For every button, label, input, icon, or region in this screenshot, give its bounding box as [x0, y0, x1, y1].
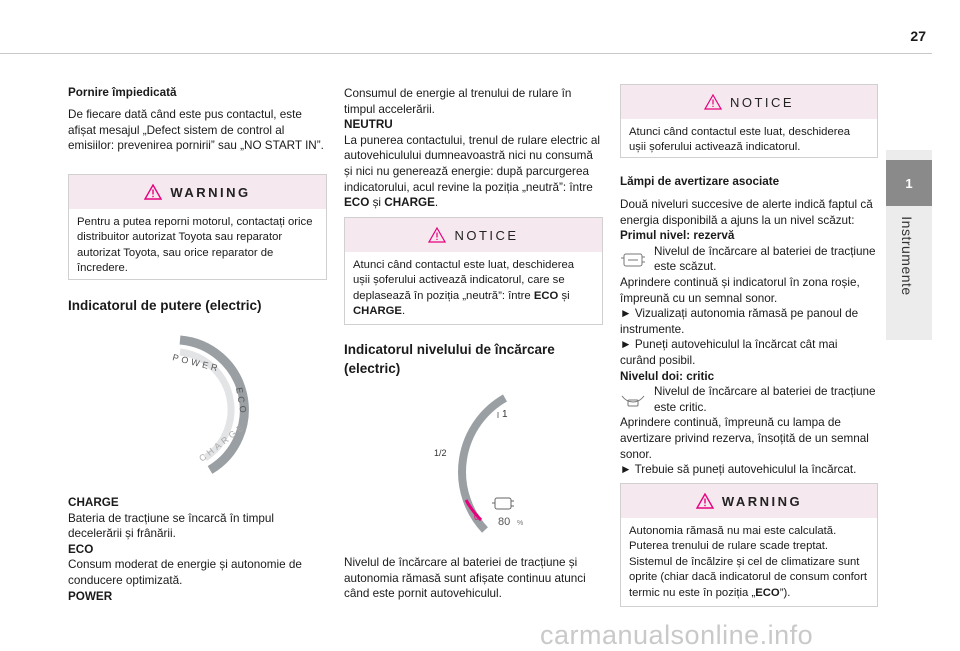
level1-line3: ► Puneți autovehiculul la încărcat cât mai curând posibil.	[620, 338, 838, 367]
warning-right-main: Autonomia rămasă nu mai este calculată. Puterea trenului de rulare scade treptat. Sistemul de încălzire și cel de climatizare sunt oprite (chiar dacă indicatorul de consum confort termic nu este în poziția „	[629, 525, 867, 599]
warning-triangle-icon-right	[696, 493, 714, 509]
level2-icon-row	[620, 384, 876, 415]
neutral-eco: ECO	[344, 196, 370, 210]
charge-gauge-arc	[462, 398, 505, 530]
gauge-empty-label: 0	[474, 512, 480, 522]
neutral-charge: CHARGE	[384, 196, 435, 210]
power-desc: Consumul de energie al trenului de rulare în timpul accelerării.	[344, 87, 572, 116]
warning-title: WARNING	[170, 184, 251, 200]
lamps-intro: Două niveluri succesive de alerte indică faptul că energia disponibilă a ajuns la un nivel scăzut:	[620, 198, 873, 227]
charge-gauge-caption: Nivelul de încărcare al bateriei de tracțiune și autonomia rămasă sunt afișate continuu atunci când este pornit autovehiculul.	[344, 556, 586, 601]
notice-end: .	[401, 305, 406, 318]
level1-icon-text: Nivelul de încărcare al bateriei de tracțiune este scăzut.	[654, 244, 876, 274]
header-rule	[0, 53, 932, 54]
level2-line1: Aprindere continuă, împreună cu lampa de avertizare privind rezerva, însoțită de un semnal sonor.	[620, 416, 869, 461]
notice-right-text: Atunci când contactul este luat, deschiderea ușii șoferului activează indicatorul.	[629, 126, 851, 154]
warning-box-right-header	[621, 484, 877, 518]
warning-text: Pentru a putea reporni motorul, contactați orice distribuitor autorizat Toyota sau reparator autorizat Toyota, sau orice reparator de încredere.	[77, 216, 313, 275]
power-term: POWER	[68, 589, 113, 603]
warning-right-text	[621, 518, 877, 609]
notice-charge: CHARGE	[353, 305, 402, 318]
neutral-term: NEUTRU	[344, 118, 393, 132]
level1-line1: Aprindere continuă și indicatorul în zona roșie, împreună cu un semnal sonor.	[620, 275, 860, 305]
page-number: 27	[910, 28, 926, 44]
warning-box-left	[68, 174, 327, 280]
gauge-full-label: 1	[502, 409, 508, 420]
neutral-and: și	[369, 196, 385, 210]
gauge-legend	[68, 495, 326, 604]
charge-term: CHARGE	[68, 496, 119, 509]
charge-indicator-heading: Indicatorul nivelului de încărcare (electric)	[344, 342, 555, 376]
warning-right-end: ”).	[779, 586, 791, 599]
neutral-desc-text: La punerea contactului, trenul de rulare electric al autovehiculului dumneavoastră nici nu consumă și nici nu generează energie: după parcurgerea indicatorului, acul revine la poziția „neutră”: între	[344, 133, 600, 194]
level1-title: Primul nivel: rezervă	[620, 229, 735, 243]
gauge-label-power: POWER	[171, 352, 222, 374]
battery-plug-icon	[492, 498, 514, 509]
power-gauge-figure	[150, 330, 290, 480]
neutral-desc	[344, 133, 602, 211]
charge-percent-unit: %	[517, 520, 524, 527]
lamps-heading: Lămpi de avertizare asociate	[620, 175, 780, 188]
power-indicator-heading: Indicatorul de putere (electric)	[68, 298, 262, 313]
level2-line2: ► Trebuie să puneți autovehiculul la încărcat.	[620, 463, 857, 477]
chapter-tab-number[interactable]: 1	[886, 160, 932, 206]
battery-reserve-icon	[620, 250, 646, 270]
warning-right-title: WARNING	[721, 493, 803, 509]
level2-title: Nivelul doi: critic	[620, 369, 715, 383]
notice-box-right	[620, 84, 878, 158]
charge-percent-value: 80	[498, 516, 511, 528]
charge-gauge-figure	[410, 390, 550, 540]
notice-text-main: Atunci când contactul este luat, deschiderea ușii șoferului activează indicatorul, care se deplasează în poziția „neutră”: între	[353, 259, 575, 302]
warning-triangle-icon	[144, 184, 162, 200]
level1-line2: ► Vizualizați autonomia rămasă pe panoul de instrumente.	[620, 307, 859, 336]
gauge-half-label: 1/2	[434, 448, 447, 458]
neutral-end: .	[434, 196, 439, 210]
level2-icon-text: Nivelul de încărcare al bateriei de tracțiune este critic.	[654, 385, 876, 414]
notice-box-header	[345, 218, 602, 252]
level1-icon-row	[620, 244, 876, 275]
warning-right-eco: ECO	[755, 586, 780, 599]
notice-title: NOTICE	[454, 227, 519, 243]
start-heading: Pornire împiedicată	[68, 86, 177, 99]
notice-eco: ECO	[533, 289, 559, 302]
eco-desc: Consum moderat de energie și autonomie de conducere optimizată.	[68, 558, 302, 587]
lamps-block	[620, 197, 876, 478]
notice-triangle-icon	[428, 227, 446, 243]
watermark: carmanualsonline.info	[540, 620, 814, 650]
plug-critical-icon	[620, 390, 646, 410]
warning-box-right	[620, 483, 878, 607]
notice-text	[345, 252, 602, 328]
start-text: De fiecare dată când este pus contactul, este afișat mesajul „Defect sistem de control al emisiilor: prevenirea pornirii” sau „NO START IN”.	[68, 108, 324, 153]
notice-right-title: NOTICE	[729, 94, 795, 110]
notice-triangle-icon-right	[704, 94, 722, 110]
gauge-label-charge: CHARGE	[197, 420, 248, 464]
notice-box-right-header	[621, 85, 877, 119]
charge-desc: Bateria de tracțiune se încarcă în timpul decelerării și frânării.	[68, 511, 274, 541]
chapter-tab-label: Instrumente	[899, 216, 915, 296]
notice-box-middle	[344, 217, 603, 325]
gauge-label-eco: ECO	[234, 386, 249, 417]
eco-term: ECO	[68, 542, 94, 556]
middle-text-block	[344, 86, 602, 211]
warning-box-header	[69, 175, 326, 209]
notice-and: și	[558, 289, 570, 302]
